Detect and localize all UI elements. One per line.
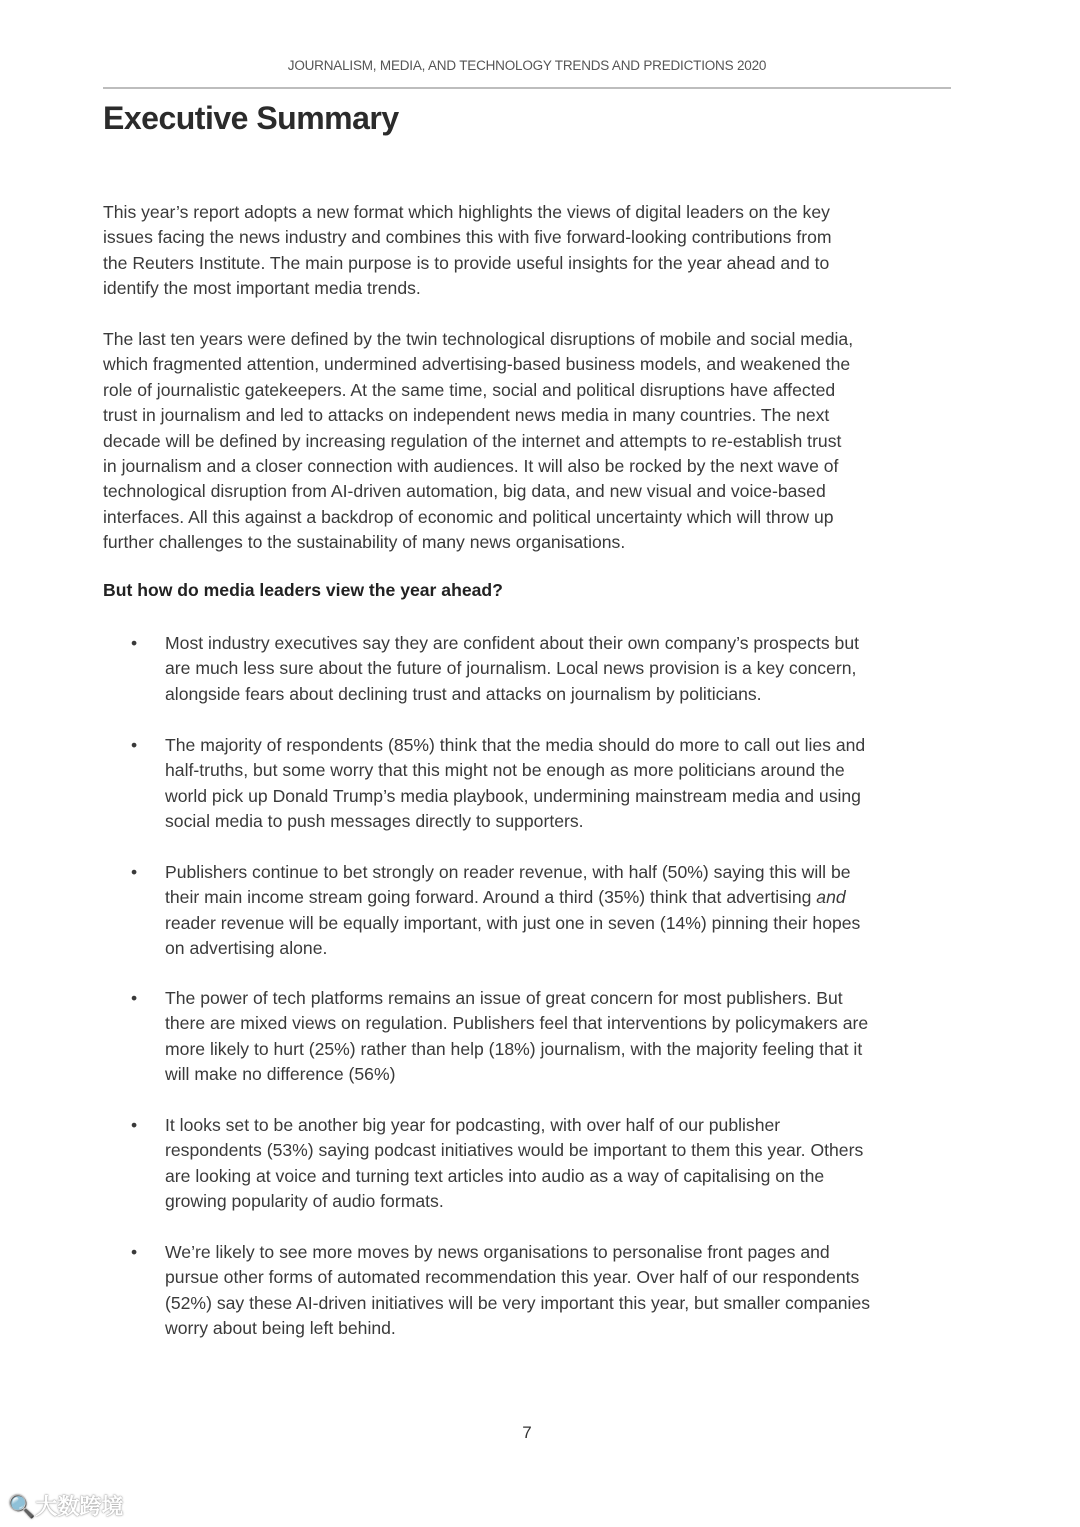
bullet-icon: • xyxy=(131,735,138,755)
bullet-line: reader revenue will be equally important, with just one in seven (14%) pinning their hopes xyxy=(165,912,861,933)
bullet-line: will make no difference (56%) xyxy=(165,1064,396,1085)
page-title: Executive Summary xyxy=(103,100,399,136)
paragraph-line: in journalism and a closer connection with audiences. It will also be rocked by the next wave of xyxy=(103,456,839,477)
bullet-line: worry about being left behind. xyxy=(165,1318,396,1339)
bullet-line: We’re likely to see more moves by news organisations to personalise front pages and xyxy=(165,1242,830,1262)
paragraph-line: issues facing the news industry and combines this with five forward-looking contributions from xyxy=(103,227,832,248)
bullet-icon: • xyxy=(131,862,138,882)
bullet-line: It looks set to be another big year for podcasting, with over half of our publisher xyxy=(165,1115,781,1135)
bullet-line: are much less sure about the future of journalism. Local news provision is a key concern, xyxy=(165,658,857,679)
body-paragraph xyxy=(103,200,963,302)
bullet-line: more likely to hurt (25%) rather than help (18%) journalism, with the majority feeling that it xyxy=(165,1038,863,1059)
paragraph-line: identify the most important media trends. xyxy=(103,278,421,299)
bullet-line: respondents (53%) saying podcast initiatives would be important to them this year. Others xyxy=(165,1140,864,1161)
page-number: 7 xyxy=(522,1423,532,1442)
paragraph-line: technological disruption from AI-driven automation, big data, and new visual and voice-based xyxy=(103,481,826,502)
bullet-icon: • xyxy=(131,988,138,1008)
running-header: JOURNALISM, MEDIA, AND TECHNOLOGY TRENDS AND PREDICTIONS 2020 xyxy=(287,58,767,73)
bullet-text xyxy=(165,631,859,707)
bullet-line: The majority of respondents (85%) think that the media should do more to call out lies and xyxy=(165,735,866,755)
paragraph-line: which fragmented attention, undermined advertising-based business models, and weakened the xyxy=(103,354,851,375)
bullet-line: their main income stream going forward. Around a third (35%) think that advertising and xyxy=(165,887,846,908)
bullet-icon: • xyxy=(131,1242,138,1262)
bullet-icon: • xyxy=(131,633,138,653)
bullet-line: on advertising alone. xyxy=(165,938,328,959)
bullet-line: Publishers continue to bet strongly on reader revenue, with half (50%) saying this will be xyxy=(165,862,851,882)
bullet-text xyxy=(165,986,868,1088)
bullet-line: growing popularity of audio formats. xyxy=(165,1191,444,1212)
paragraph-line: interfaces. All this against a backdrop of economic and political uncertainty which will throw up xyxy=(103,506,834,527)
bullet-line: alongside fears about declining trust and attacks on journalism by politicians. xyxy=(165,683,762,704)
paragraph-line: trust in journalism and led to attacks on independent news media in many countries. The next xyxy=(103,405,830,426)
paragraph-line: role of journalistic gatekeepers. At the same time, social and political disruptions have affected xyxy=(103,379,836,400)
paragraph-line: further challenges to the sustainability of many news organisations. xyxy=(103,532,626,553)
body-paragraph xyxy=(103,327,963,556)
paragraph-line: This year’s report adopts a new format which highlights the views of digital leaders on the key xyxy=(103,202,830,222)
bullet-icon: • xyxy=(131,1115,138,1135)
bullet-text xyxy=(165,733,865,835)
bullet-line: The power of tech platforms remains an issue of great concern for most publishers. But xyxy=(165,988,843,1008)
bullet-line: world pick up Donald Trump’s media playbook, undermining mainstream media and using xyxy=(165,785,861,806)
bullet-text xyxy=(165,1113,863,1215)
bullet-line: Most industry executives say they are confident about their own company’s prospects but xyxy=(165,633,860,653)
header-rule xyxy=(103,87,951,89)
bullet-line: half-truths, but some worry that this might not be enough as more politicians around the xyxy=(165,760,845,781)
bullet-line: (52%) say these AI-driven initiatives will be very important this year, but smaller companies xyxy=(165,1292,871,1313)
paragraph-line: The last ten years were defined by the twin technological disruptions of mobile and social media, xyxy=(103,329,854,349)
paragraph-line: the Reuters Institute. The main purpose is to provide useful insights for the year ahead and to xyxy=(103,252,830,273)
watermark-logo: 🔍大数跨境 xyxy=(8,1494,124,1519)
bullet-line: pursue other forms of automated recommendation this year. Over half of our respondents xyxy=(165,1267,860,1288)
bullet-line: there are mixed views on regulation. Publishers feel that interventions by policymakers are xyxy=(165,1013,869,1034)
bullet-line: are looking at voice and turning text articles into audio as a way of capitalising on the xyxy=(165,1165,825,1186)
paragraph-line: decade will be defined by increasing regulation of the internet and attempts to re-establish trust xyxy=(103,430,842,451)
bullet-text xyxy=(165,1240,870,1342)
section-subheading: But how do media leaders view the year ahead? xyxy=(103,580,503,600)
bullet-text xyxy=(165,860,860,962)
bullet-line: social media to push messages directly to supporters. xyxy=(165,811,584,832)
